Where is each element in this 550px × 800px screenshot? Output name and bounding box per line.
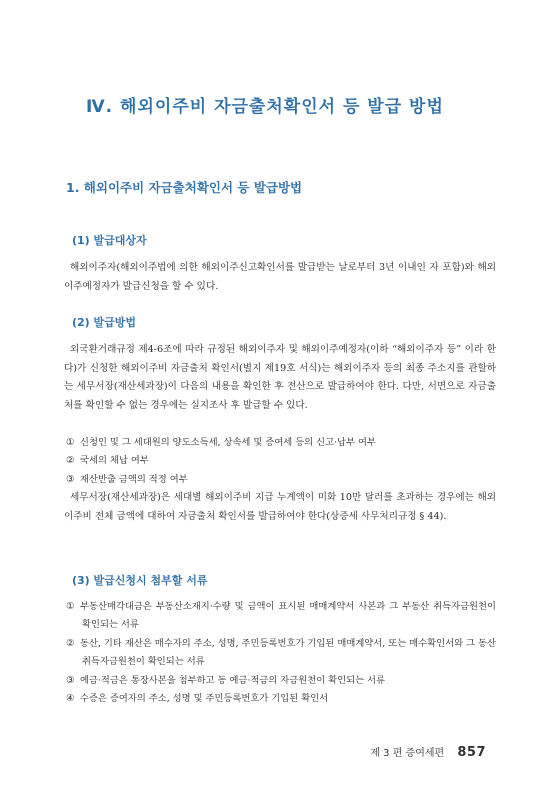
item-text: 부동산매각대금은 부동산소재지·수량 및 금액이 표시된 매매계약서 사본과 그 부동산 취득자금원천이 확인되는 서류	[80, 601, 496, 631]
item-number: ④	[66, 693, 75, 705]
check-items-list	[66, 434, 496, 489]
method-paragraph: 외국환거래규정 제4-6조에 따라 규정된 해외이주자 및 해외이주예정자(이하 “해외이주자 등” 이라 한다)가 신청한 해외이주비 자금출처 확인서(별지 제19호 서식)는 해외이주자 등의 최종 주소지를 관할하는 세무서장(재산세과장)이 다음의 내용을 확인한 후 전산으로 발급하여야 한다. 다만, 서면으로 자금출처를 확인할 수 없는 경우에는 실지조사 후 발급할 수 있다.	[64, 344, 496, 411]
item-number: ①	[66, 601, 75, 612]
item-number: ③	[66, 674, 75, 686]
list-item	[66, 598, 496, 635]
section-title: 1. 해외이주비 자금출처확인서 등 발급방법	[66, 180, 303, 195]
item-number: ②	[66, 637, 75, 649]
item-number: ②	[66, 455, 75, 467]
list-item	[66, 672, 496, 690]
footer-part-label: 제 3 편 증여세편	[370, 748, 445, 759]
list-item	[66, 452, 496, 470]
item-text: 신청인 및 그 세대원의 양도소득세, 상속세 및 증여세 등의 신고·납부 여부	[80, 437, 376, 448]
list-item	[66, 635, 496, 672]
list-item	[66, 434, 496, 452]
list-item	[66, 690, 496, 708]
sub-heading-attachments: (3) 발급신청시 첨부할 서류	[72, 574, 208, 587]
item-number: ③	[66, 473, 75, 485]
list-item	[66, 471, 496, 489]
item-text: 수증은 증여자의 주소, 성명 및 주민등록번호가 기입된 확인서	[80, 693, 329, 705]
item-number: ①	[66, 437, 75, 448]
attachments-list	[66, 598, 496, 708]
item-text: 국세의 체납 여부	[80, 455, 149, 467]
page-number: 857	[457, 745, 486, 760]
item-text: 동산, 기타 재산은 매수자의 주소, 성명, 주민등록번호가 기입된 매매계약서, 또는 매수확인서와 그 동산 취득자금원천이 확인되는 서류	[80, 637, 496, 668]
method-paragraph-2: 세무서장(재산세과장)은 세대별 해외이주비 지급 누계액이 미화 10만 달러를 초과하는 경우에는 해외이주비 전체 금액에 대하여 자금출처 확인서를 발급하여야 한다(상증세 사무처리규정 § 44).	[64, 492, 496, 522]
sub-heading-eligibility: (1) 발급대상자	[72, 234, 147, 247]
eligibility-paragraph: 해외이주자(해외이주법에 의한 해외이주신고확인서를 발급받는 날로부터 3년 이내인 자 포함)와 해외이주예정자가 발급신청을 할 수 있다.	[64, 262, 496, 292]
sub-heading-method: (2) 발급방법	[72, 316, 137, 329]
page-footer	[370, 744, 486, 760]
item-text: 예금·적금은 통장사본을 첨부하고 동 예금·적금의 자금원천이 확인되는 서류	[80, 674, 386, 686]
item-text: 재산반출 금액의 적정 여부	[80, 473, 188, 485]
chapter-title: Ⅳ. 해외이주비 자금출처확인서 등 발급 방법	[86, 97, 444, 117]
